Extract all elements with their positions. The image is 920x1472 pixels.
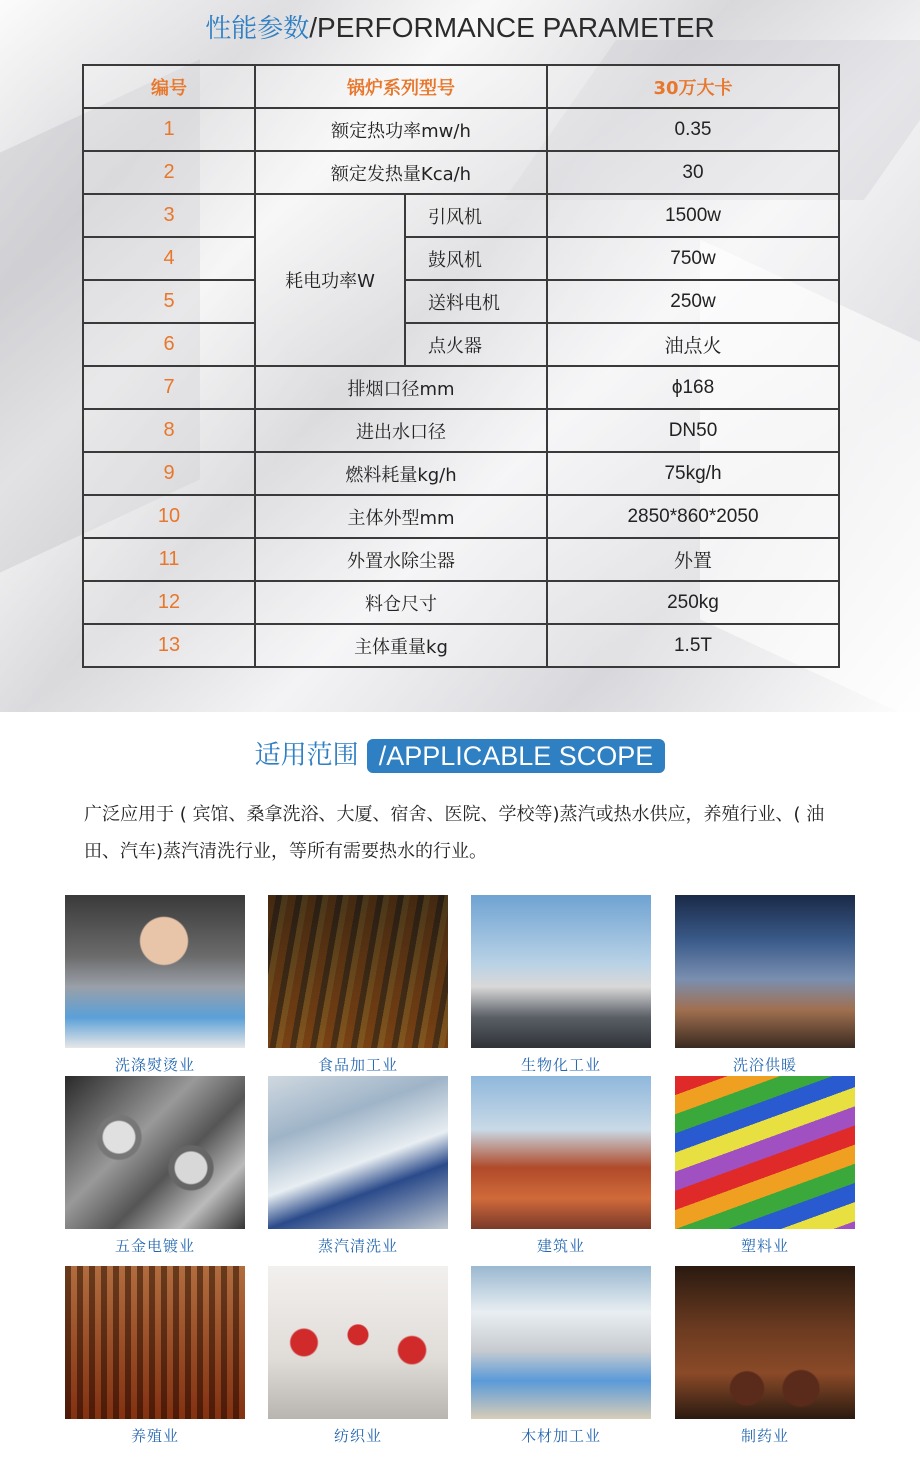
industry-card	[471, 1266, 651, 1446]
industry-caption: 五金电镀业	[114, 1237, 195, 1255]
row-value: 0.35	[547, 108, 839, 151]
header-model: 锅炉系列型号	[255, 65, 547, 108]
industry-photo	[471, 1266, 651, 1419]
row-label: 进出水口径	[255, 409, 547, 452]
row-value: 1500w	[547, 194, 839, 237]
industry-caption: 洗浴供暖	[732, 1056, 797, 1074]
industry-caption: 蒸汽清洗业	[317, 1237, 398, 1255]
industry-photo	[675, 1076, 855, 1229]
row-sublabel: 鼓风机	[405, 237, 547, 280]
row-value: 外置	[547, 538, 839, 581]
row-label: 额定热功率mw/h	[255, 108, 547, 151]
row-num: 8	[83, 409, 255, 452]
row-label: 排烟口径mm	[255, 366, 547, 409]
row-num: 5	[83, 280, 255, 323]
industry-card	[675, 1266, 855, 1446]
industry-card	[675, 1076, 855, 1256]
industry-photo	[675, 895, 855, 1048]
row-num: 6	[83, 323, 255, 366]
row-sublabel: 引风机	[405, 194, 547, 237]
industry-photo	[471, 895, 651, 1048]
industry-card	[65, 1266, 245, 1446]
industry-caption: 建筑业	[536, 1237, 585, 1255]
scope-title-cn: 适用范围	[254, 740, 359, 771]
row-label: 额定发热量Kca/h	[255, 151, 547, 194]
row-num: 2	[83, 151, 255, 194]
row-value: 750w	[547, 237, 839, 280]
row-value: 油点火	[547, 323, 839, 366]
industry-photo	[268, 1266, 448, 1419]
row-label: 主体外型mm	[255, 495, 547, 538]
industry-photo	[65, 1266, 245, 1419]
row-label: 主体重量kg	[255, 624, 547, 667]
row-num: 4	[83, 237, 255, 280]
row-sublabel: 送料电机	[405, 280, 547, 323]
industry-caption: 生物化工业	[520, 1056, 601, 1074]
power-group-label: 耗电功率W	[255, 194, 405, 366]
row-value: 1.5T	[547, 624, 839, 667]
row-num: 10	[83, 495, 255, 538]
row-label: 外置水除尘器	[255, 538, 547, 581]
row-value: 75kg/h	[547, 452, 839, 495]
row-value: ϕ168	[547, 366, 839, 409]
row-num: 3	[83, 194, 255, 237]
row-num: 13	[83, 624, 255, 667]
row-value: 250kg	[547, 581, 839, 624]
performance-title-cn: 性能参数	[205, 14, 310, 44]
industry-caption: 塑料业	[740, 1237, 789, 1255]
industry-caption: 食品加工业	[317, 1056, 398, 1074]
row-num: 1	[83, 108, 255, 151]
industry-caption: 洗涤熨烫业	[114, 1056, 195, 1074]
performance-title-en: /PERFORMANCE PARAMETER	[309, 12, 715, 43]
row-value: 250w	[547, 280, 839, 323]
industry-photo	[65, 895, 245, 1048]
row-sublabel: 点火器	[405, 323, 547, 366]
industry-photo	[471, 1076, 651, 1229]
industry-card	[675, 895, 855, 1075]
row-num: 12	[83, 581, 255, 624]
industry-caption: 制药业	[740, 1427, 789, 1445]
row-num: 11	[83, 538, 255, 581]
row-value: DN50	[547, 409, 839, 452]
industry-card	[268, 1266, 448, 1446]
scope-intro: 广泛应用于 ( 宾馆、桑拿洗浴、大厦、宿舍、医院、学校等)蒸汽或热水供应，养殖行业、( 油田、汽车)蒸汽清洗行业，等所有需要热水的行业。	[84, 804, 825, 862]
row-num: 7	[83, 366, 255, 409]
industry-photo	[268, 1076, 448, 1229]
industry-photo	[675, 1266, 855, 1419]
row-value: 2850*860*2050	[547, 495, 839, 538]
industry-card	[65, 895, 245, 1075]
industry-card	[65, 1076, 245, 1256]
industry-card	[471, 1076, 651, 1256]
row-value: 30	[547, 151, 839, 194]
scope-title-en: /APPLICABLE SCOPE	[367, 739, 666, 773]
row-label: 料仓尺寸	[255, 581, 547, 624]
industry-card	[471, 895, 651, 1075]
industry-caption: 纺织业	[333, 1427, 382, 1445]
row-num: 9	[83, 452, 255, 495]
industry-card	[268, 1076, 448, 1256]
industry-caption: 养殖业	[130, 1427, 179, 1445]
row-label: 燃料耗量kg/h	[255, 452, 547, 495]
header-num: 编号	[83, 65, 255, 108]
industry-photo	[268, 895, 448, 1048]
header-value: 30万大卡	[547, 65, 839, 108]
industry-caption: 木材加工业	[520, 1427, 601, 1445]
industry-photo	[65, 1076, 245, 1229]
industry-card	[268, 895, 448, 1075]
